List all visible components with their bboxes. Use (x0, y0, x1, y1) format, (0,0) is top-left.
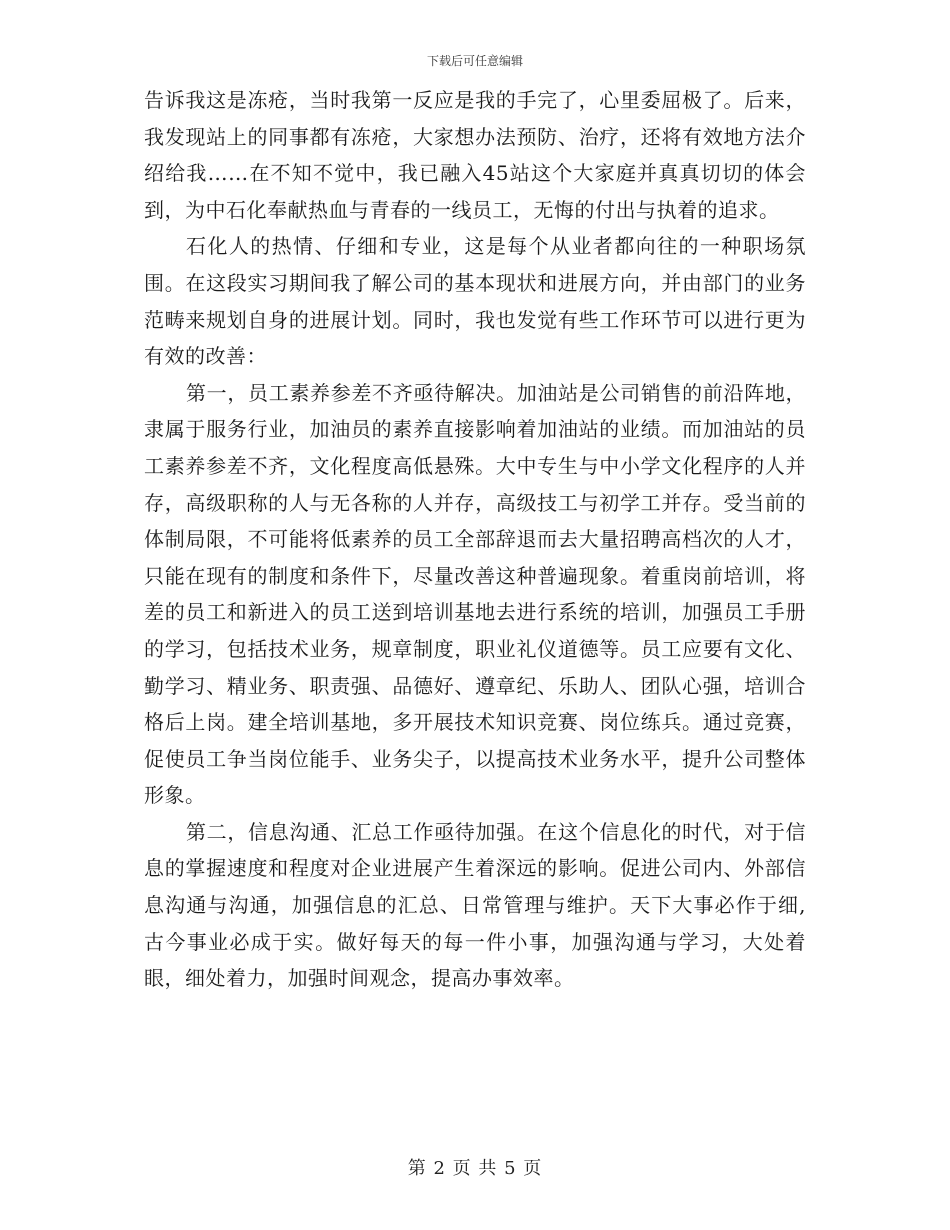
paragraph-1: 告诉我这是冻疮，当时我第一反应是我的手完了，心里委屈极了。后来，我发现站上的同事都有冻疮，大家想办法预防、治疗，还将有效地方法介绍给我……在不知不觉中，我已融入45站这个大家庭并真真切切的体会到，为中石化奉献热血与青春的一线员工，无悔的付出与执着的追求。 (144, 88, 806, 222)
body-text (144, 82, 806, 997)
paragraph-4: 第二，信息沟通、汇总工作亟待加强。在这个信息化的时代，对于信息的掌握速度和程度对企业进展产生着深远的影响。促进公司内、外部信息沟通与沟通，加强信息的汇总、日常管理与维护。天下大事必作于细,古今事业必成于实。做好每天的每一件小事，加强沟通与学习，大处着眼，细处着力，加强时间观念，提高办事效率。 (144, 819, 806, 991)
page-number: 第 2 页 共 5 页 (407, 1158, 543, 1179)
paragraph-2: 石化人的热情、仔细和专业，这是每个从业者都向往的一种职场氛围。在这段实习期间我了解公司的基本现状和进展方向，并由部门的业务范畴来规划自身的进展计划。同时，我也发觉有些工作环节可以进行更为有效的改善： (144, 234, 806, 369)
paragraph-3: 第一，员工素养参差不齐亟待解决。加油站是公司销售的前沿阵地，隶属于服务行业，加油员的素养直接影响着加油站的业绩。而加油站的员工素养参差不齐，文化程度高低悬殊。大中专生与中小学文化程序的人并存，高级职称的人与无各称的人并存，高级技工与初学工并存。受当前的体制局限，不可能将低素养的员工全部辞退而去大量招聘高档次的人才，只能在现有的制度和条件下，尽量改善这种普遍现象。着重岗前培训，将差的员工和新进入的员工送到培训基地去进行系统的培训，加强员工手册的学习，包括技术业务，规章制度，职业礼仪道德等。员工应要有文化、勤学习、精业务、职责强、品德好、遵章纪、乐助人、团队心强，培训合格后上岗。建全培训基地，多开展技术知识竞赛、岗位练兵。通过竞赛，促使员工争当岗位能手、业务尖子，以提高技术业务水平，提升公司整体形象。 (144, 380, 806, 808)
page-header: 下载后可任意编辑 (426, 54, 523, 68)
